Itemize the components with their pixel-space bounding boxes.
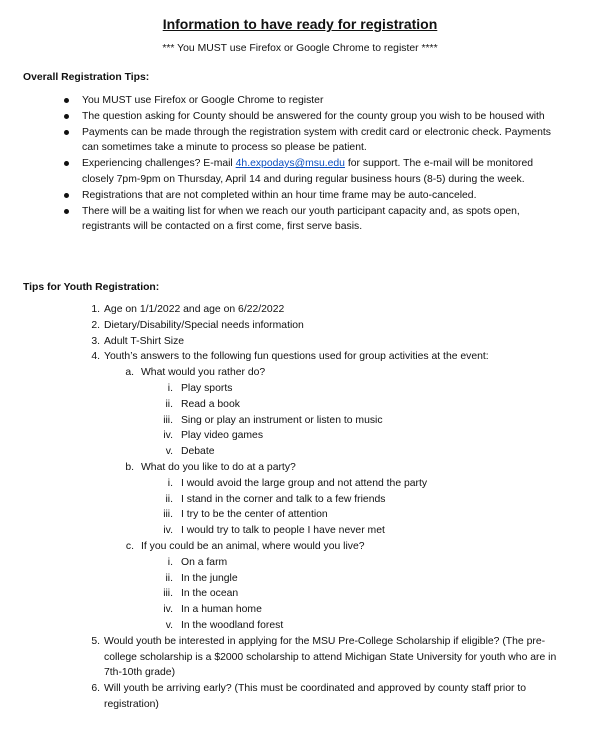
option-text: Play sports: [181, 382, 233, 394]
tip-item: You MUST use Firefox or Google Chrome to register: [0, 93, 600, 109]
question-letter: a.: [125, 367, 134, 379]
list-item: [0, 334, 600, 350]
item-text: Would youth be interested in applying for the MSU Pre-College Scholarship if eligible? (The pre-college scholarship is a $2000 scholarship to attend Michigan State University for youth who are in 7th-10th grade): [104, 635, 557, 679]
tip-text: Experiencing challenges? E-mail: [82, 158, 233, 170]
answer-option: [0, 444, 600, 460]
browser-notice: *** You MUST use Firefox or Google Chrome to register ****: [162, 43, 438, 54]
option-text: Debate: [181, 446, 215, 458]
item-text: Will youth be arriving early? (This must be coordinated and approved by county staff prior to registration): [104, 683, 526, 710]
tip-item: Registrations that are not completed within an hour time frame may be auto-canceled.: [0, 188, 600, 204]
option-numeral: ii.: [165, 398, 173, 410]
answer-option: [0, 618, 600, 634]
answer-option: [0, 397, 600, 413]
item-number: 1.: [91, 304, 100, 315]
question-letter: b.: [125, 461, 134, 473]
answer-option: [0, 602, 600, 618]
option-numeral: iv.: [163, 604, 173, 616]
question-letter: c.: [125, 540, 134, 552]
item-number: 2.: [91, 319, 100, 331]
option-text: In the ocean: [181, 588, 239, 600]
option-text: I would avoid the large group and not attend the party: [181, 477, 428, 489]
option-numeral: iii.: [163, 414, 173, 426]
option-text: I try to be the center of attention: [181, 509, 328, 521]
option-text: In the woodland forest: [181, 619, 284, 631]
option-text: I stand in the corner and talk to a few friends: [181, 493, 386, 505]
option-numeral: v.: [165, 446, 173, 458]
item-number: 5.: [91, 635, 100, 647]
question-text: If you could be an animal, where would you live?: [141, 540, 365, 552]
tip-text-continued: for support. The e-mail will be monitored closely 7pm-9pm on Thursday, April 14 and during regular business hours (8-5) during the week.: [82, 158, 534, 185]
option-numeral: i.: [167, 477, 173, 489]
overall-tips-heading: Overall Registration Tips:: [23, 72, 150, 83]
question-text: What would you rather do?: [141, 367, 266, 379]
list-item: [0, 318, 600, 334]
option-numeral: ii.: [165, 572, 173, 584]
answer-option: [0, 571, 600, 587]
option-numeral: iii.: [163, 509, 173, 521]
tip-item: There will be a waiting list for when we reach our youth participant capacity and, as spots open, registrants will be contacted on a first come, first serve basis.: [0, 204, 600, 236]
answer-option: [0, 492, 600, 508]
youth-tips-list: [0, 302, 600, 713]
question-item: [0, 365, 600, 381]
list-item: [0, 349, 600, 365]
youth-tips-heading: Tips for Youth Registration:: [23, 282, 160, 293]
list-item: [0, 634, 600, 681]
answer-option: [0, 507, 600, 523]
option-numeral: v.: [165, 619, 173, 631]
option-numeral: iv.: [163, 525, 173, 537]
option-text: Sing or play an instrument or listen to music: [181, 414, 383, 426]
item-text: Youth’s answers to the following fun questions used for group activities at the event:: [104, 351, 489, 363]
option-text: In a human home: [181, 604, 262, 616]
question-text: What do you like to do at a party?: [141, 461, 296, 473]
tip-item: Payments can be made through the registration system with credit card or electronic check. Payments can sometimes take a minute to process so please be patient.: [0, 125, 600, 157]
item-number: 3.: [91, 335, 100, 347]
option-text: Play video games: [181, 430, 264, 442]
support-email-link[interactable]: 4h.expodays@msu.edu: [235, 158, 345, 170]
option-text: On a farm: [181, 556, 228, 568]
item-number: 6.: [91, 683, 100, 695]
tip-item: [0, 156, 600, 188]
answer-option: [0, 428, 600, 444]
question-item: [0, 460, 600, 476]
option-numeral: i.: [167, 556, 173, 568]
option-text: In the jungle: [181, 572, 238, 584]
answer-option: [0, 476, 600, 492]
item-text: Adult T-Shirt Size: [104, 335, 185, 347]
tip-item: The question asking for County should be answered for the county group you wish to be housed with: [0, 109, 600, 125]
answer-option: [0, 381, 600, 397]
option-numeral: ii.: [165, 493, 173, 505]
item-number: 4.: [91, 351, 100, 363]
question-item: [0, 539, 600, 555]
answer-option: [0, 413, 600, 429]
option-text: I would try to talk to people I have never met: [181, 525, 385, 537]
list-item: [0, 681, 600, 713]
option-numeral: iv.: [163, 430, 173, 442]
option-numeral: iii.: [163, 588, 173, 600]
answer-option: [0, 586, 600, 602]
page-title: Information to have ready for registration: [162, 16, 438, 32]
overall-tips-list: [0, 93, 600, 235]
list-item: [0, 302, 600, 318]
item-text: Dietary/Disability/Special needs information: [104, 319, 304, 331]
answer-option: [0, 555, 600, 571]
option-numeral: i.: [167, 382, 173, 394]
item-text: Age on 1/1/2022 and age on 6/22/2022: [104, 304, 285, 315]
answer-option: [0, 523, 600, 539]
option-text: Read a book: [181, 398, 240, 410]
